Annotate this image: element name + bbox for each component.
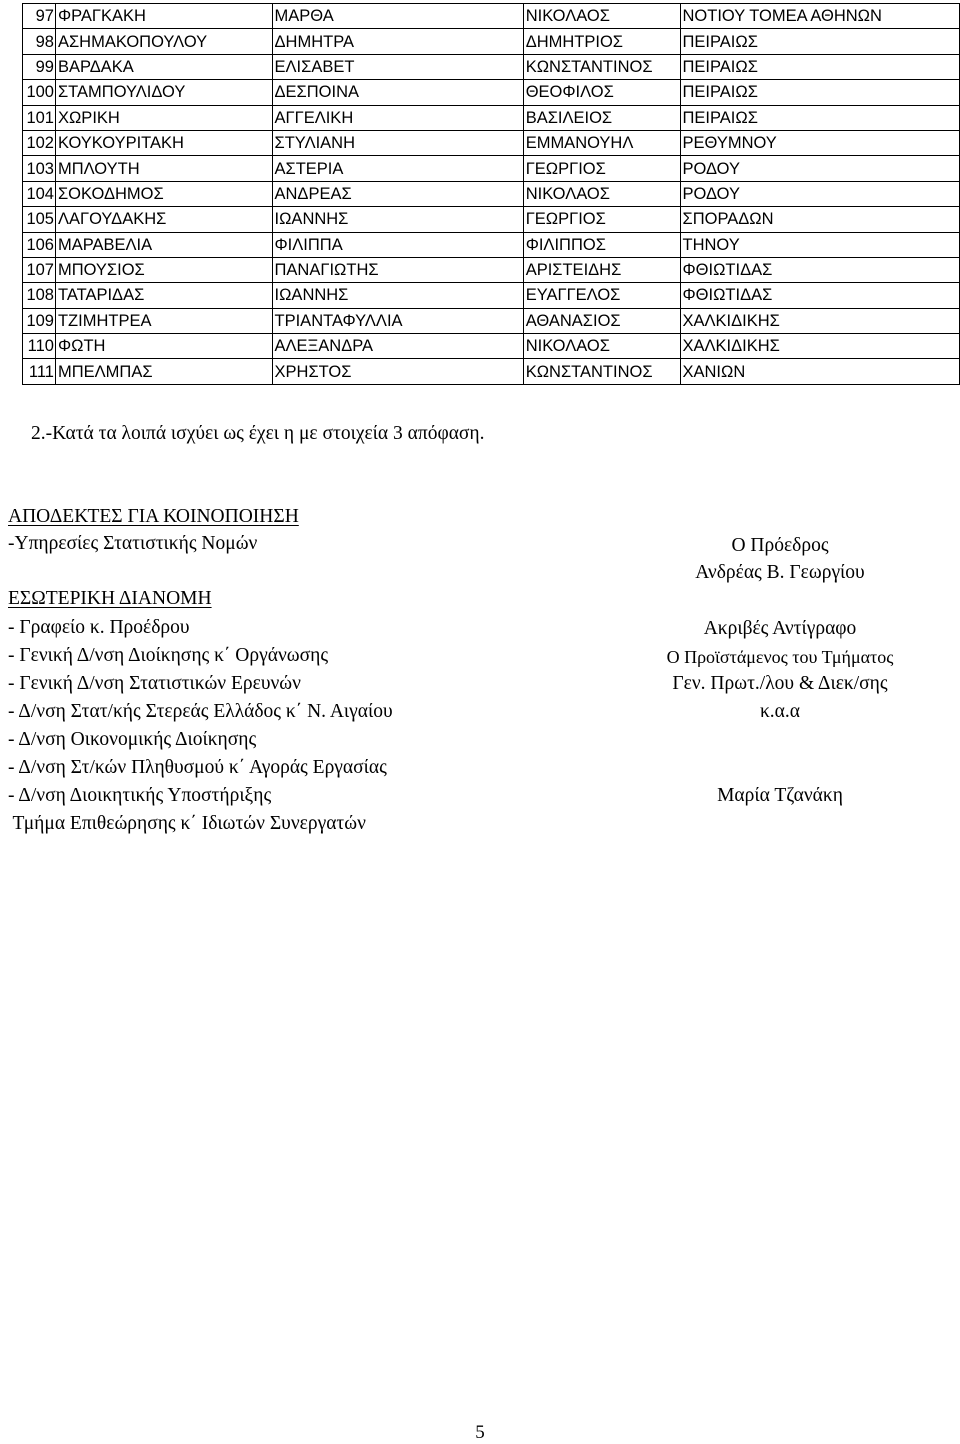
row-number-cell: 100 xyxy=(23,80,56,105)
surname-cell: ΦΩΤΗ xyxy=(55,334,272,359)
signatory-name: Ανδρέας Β. Γεωργίου xyxy=(695,562,865,583)
table-row xyxy=(23,359,960,384)
surname-cell: ΣΟΚΟΔΗΜΟΣ xyxy=(55,181,272,206)
kaa-label: κ.α.α xyxy=(759,701,800,722)
table-row xyxy=(23,29,960,54)
first-name-cell: ΙΩΑΝΝΗΣ xyxy=(272,283,523,308)
signatory-title: Ο Πρόεδρος xyxy=(731,535,829,556)
first-name-cell: ΜΑΡΘΑ xyxy=(272,4,523,29)
region-cell: ΦΘΙΩΤΙΔΑΣ xyxy=(680,257,960,282)
internal-item: - Γραφείο κ. Προέδρου xyxy=(8,617,190,638)
first-name-cell: ΑΛΕΞΑΝΔΡΑ xyxy=(272,334,523,359)
father-name-cell: ΚΩΝΣΤΑΝΤΙΝΟΣ xyxy=(523,359,680,384)
region-cell: ΡΕΘΥΜΝΟΥ xyxy=(680,130,960,155)
table-row xyxy=(23,334,960,359)
internal-item: Τμήμα Επιθεώρησης κ΄ Ιδιωτών Συνεργατών xyxy=(8,813,366,834)
table-row xyxy=(23,156,960,181)
surname-cell: ΑΣΗΜΑΚΟΠΟΥΛΟΥ xyxy=(55,29,272,54)
region-cell: ΝΟΤΙΟΥ ΤΟΜΕΑ ΑΘΗΝΩΝ xyxy=(680,4,960,29)
first-name-cell: ΦΙΛΙΠΠΑ xyxy=(272,232,523,257)
region-cell: ΧΑΛΚΙΔΙΚΗΣ xyxy=(680,334,960,359)
surname-cell: ΣΤΑΜΠΟΥΛΙΔΟΥ xyxy=(55,80,272,105)
first-name-cell: ΑΣΤΕΡΙΑ xyxy=(272,156,523,181)
surname-cell: ΜΑΡΑΒΕΛΙΑ xyxy=(55,232,272,257)
region-cell: ΠΕΙΡΑΙΩΣ xyxy=(680,54,960,79)
row-number-cell: 99 xyxy=(23,54,56,79)
row-number-cell: 108 xyxy=(23,283,56,308)
father-name-cell: ΑΡΙΣΤΕΙΔΗΣ xyxy=(523,257,680,282)
table-row xyxy=(23,80,960,105)
table-row xyxy=(23,54,960,79)
head-of-section-label: Ο Προϊστάμενος του Τμήματος xyxy=(666,647,894,667)
internal-distribution-heading: ΕΣΩΤΕΡΙΚΗ ΔΙΑΝΟΜΗ xyxy=(8,588,212,609)
region-cell: ΧΑΛΚΙΔΙΚΗΣ xyxy=(680,308,960,333)
row-number-cell: 97 xyxy=(23,4,56,29)
father-name-cell: ΘΕΟΦΙΛΟΣ xyxy=(523,80,680,105)
surname-cell: ΛΑΓΟΥΔΑΚΗΣ xyxy=(55,207,272,232)
first-name-cell: ΔΗΜΗΤΡΑ xyxy=(272,29,523,54)
surname-cell: ΤΑΤΑΡΙΔΑΣ xyxy=(55,283,272,308)
region-cell: ΧΑΝΙΩΝ xyxy=(680,359,960,384)
page-number: 5 xyxy=(475,1422,485,1443)
recipient-item: -Υπηρεσίες Στατιστικής Νομών xyxy=(8,533,258,554)
department-label: Γεν. Πρωτ./λου & Διεκ/σης xyxy=(672,673,888,694)
first-name-cell: ΤΡΙΑΝΤΑΦΥΛΛΙΑ xyxy=(272,308,523,333)
table-row xyxy=(23,130,960,155)
first-name-cell: ΕΛΙΣΑΒΕΤ xyxy=(272,54,523,79)
father-name-cell: ΕΜΜΑΝΟΥΗΛ xyxy=(523,130,680,155)
father-name-cell: ΕΥΑΓΓΕΛΟΣ xyxy=(523,283,680,308)
row-number-cell: 102 xyxy=(23,130,56,155)
row-number-cell: 111 xyxy=(23,359,56,384)
region-cell: ΣΠΟΡΑΔΩΝ xyxy=(680,207,960,232)
father-name-cell: ΦΙΛΙΠΠΟΣ xyxy=(523,232,680,257)
surname-cell: ΜΠΕΛΜΠΑΣ xyxy=(55,359,272,384)
table-row xyxy=(23,232,960,257)
clause-text: 2.-Κατά τα λοιπά ισχύει ως έχει η με στοιχεία 3 απόφαση. xyxy=(31,423,485,444)
surname-cell: ΧΩΡΙΚΗ xyxy=(55,105,272,130)
internal-item: - Γενική Δ/νση Στατιστικών Ερευνών xyxy=(8,673,301,694)
row-number-cell: 109 xyxy=(23,308,56,333)
table-row xyxy=(23,105,960,130)
table-row xyxy=(23,283,960,308)
internal-item: - Δ/νση Οικονομικής Διοίκησης xyxy=(8,729,257,750)
first-name-cell: ΑΓΓΕΛΙΚΗ xyxy=(272,105,523,130)
region-cell: ΠΕΙΡΑΙΩΣ xyxy=(680,80,960,105)
surname-cell: ΤΖΙΜΗΤΡΕΑ xyxy=(55,308,272,333)
table-row xyxy=(23,308,960,333)
internal-item: - Γενική Δ/νση Διοίκησης κ΄ Οργάνωσης xyxy=(8,645,329,666)
region-cell: ΠΕΙΡΑΙΩΣ xyxy=(680,105,960,130)
row-number-cell: 110 xyxy=(23,334,56,359)
father-name-cell: ΑΘΑΝΑΣΙΟΣ xyxy=(523,308,680,333)
region-cell: ΡΟΔΟΥ xyxy=(680,156,960,181)
surname-cell: ΚΟΥΚΟΥΡΙΤΑΚΗ xyxy=(55,130,272,155)
internal-item: - Δ/νση Στ/κών Πληθυσμού κ΄ Αγοράς Εργασίας xyxy=(8,757,387,778)
row-number-cell: 104 xyxy=(23,181,56,206)
officer-name: Μαρία Τζανάκη xyxy=(717,785,843,806)
row-number-cell: 106 xyxy=(23,232,56,257)
first-name-cell: ΔΕΣΠΟΙΝΑ xyxy=(272,80,523,105)
father-name-cell: ΓΕΩΡΓΙΟΣ xyxy=(523,207,680,232)
father-name-cell: ΝΙΚΟΛΑΟΣ xyxy=(523,181,680,206)
father-name-cell: ΚΩΝΣΤΑΝΤΙΝΟΣ xyxy=(523,54,680,79)
table-row xyxy=(23,257,960,282)
row-number-cell: 105 xyxy=(23,207,56,232)
table-row xyxy=(23,4,960,29)
surname-cell: ΜΠΛΟΥΤΗ xyxy=(55,156,272,181)
first-name-cell: ΑΝΔΡΕΑΣ xyxy=(272,181,523,206)
table-row xyxy=(23,181,960,206)
first-name-cell: ΠΑΝΑΓΙΩΤΗΣ xyxy=(272,257,523,282)
surname-cell: ΦΡΑΓΚΑΚΗ xyxy=(55,4,272,29)
row-number-cell: 101 xyxy=(23,105,56,130)
surname-cell: ΒΑΡΔΑΚΑ xyxy=(55,54,272,79)
row-number-cell: 98 xyxy=(23,29,56,54)
father-name-cell: ΔΗΜΗΤΡΙΟΣ xyxy=(523,29,680,54)
row-number-cell: 107 xyxy=(23,257,56,282)
first-name-cell: ΧΡΗΣΤΟΣ xyxy=(272,359,523,384)
first-name-cell: ΣΤΥΛΙΑΝΗ xyxy=(272,130,523,155)
region-cell: ΡΟΔΟΥ xyxy=(680,181,960,206)
table-row xyxy=(23,207,960,232)
first-name-cell: ΙΩΑΝΝΗΣ xyxy=(272,207,523,232)
row-number-cell: 103 xyxy=(23,156,56,181)
surname-cell: ΜΠΟΥΣΙΟΣ xyxy=(55,257,272,282)
father-name-cell: ΝΙΚΟΛΑΟΣ xyxy=(523,4,680,29)
region-cell: ΤΗΝΟΥ xyxy=(680,232,960,257)
names-table xyxy=(22,3,960,385)
internal-item: - Δ/νση Διοικητικής Υποστήριξης xyxy=(8,785,272,806)
father-name-cell: ΝΙΚΟΛΑΟΣ xyxy=(523,334,680,359)
certified-copy-label: Ακριβές Αντίγραφο xyxy=(703,618,857,639)
father-name-cell: ΒΑΣΙΛΕΙΟΣ xyxy=(523,105,680,130)
father-name-cell: ΓΕΩΡΓΙΟΣ xyxy=(523,156,680,181)
recipients-heading: ΑΠΟΔΕΚΤΕΣ ΓΙΑ ΚΟΙΝΟΠΟΙΗΣΗ xyxy=(8,506,299,527)
region-cell: ΠΕΙΡΑΙΩΣ xyxy=(680,29,960,54)
region-cell: ΦΘΙΩΤΙΔΑΣ xyxy=(680,283,960,308)
internal-item: - Δ/νση Στατ/κής Στερεάς Ελλάδος κ΄ Ν. Αιγαίου xyxy=(8,701,393,722)
